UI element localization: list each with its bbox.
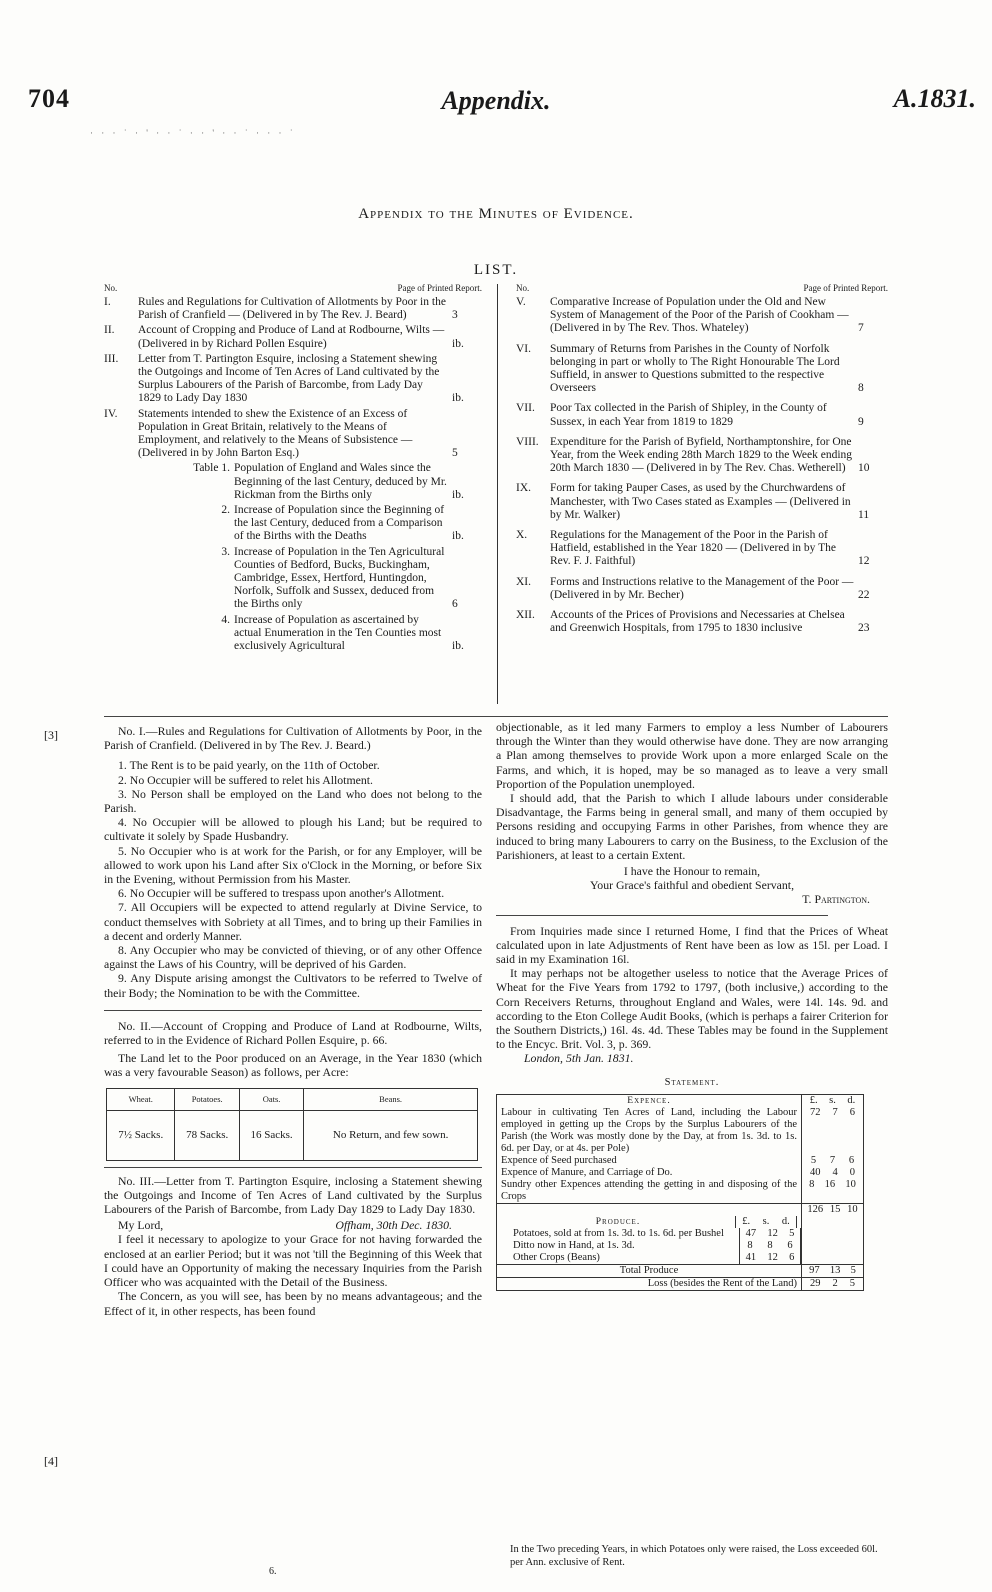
rule-item: 4. No Occupier will be allowed to plough his Land; but be required to cultivate it solely by Spade Husbandry.	[104, 815, 482, 844]
col-no-label: No.	[104, 283, 118, 293]
crop-potatoes-value: 78 Sacks.	[175, 1110, 239, 1160]
pounds-label: £.	[809, 1094, 818, 1106]
appendix-title: Appendix to the Minutes of Evidence.	[358, 206, 634, 222]
expence-description: Labour in cultivating Ten Acres of Land, including the Labour employed in getting up the Crops by the Surplus Labourers of the Parish (the Work was mostly done by the Day, at from 1s. 3d. to 1s. 6d. per Day, or at 4s. per Pole)	[501, 1106, 797, 1154]
list-item-text: Statements intended to shew the Existence of an Excess of Population in Great Britain, relatively to the Means of Employment, and relatively to the Means of Subsistence — (Delivered in by John Barton Esq.)	[138, 407, 413, 460]
list-item-page: 11	[858, 508, 870, 521]
salutation: My Lord,	[118, 1218, 164, 1233]
pence-label: d.	[847, 1094, 856, 1106]
crop-col-beans: Beans.	[304, 1088, 478, 1110]
list-item	[516, 296, 888, 336]
list-item-text: Summary of Returns from Parishes in the County of Norfolk belonging in part or wholly to The Right Honourable The Lord Suffield, in answer to Questions submitted to the respective Overseers	[550, 342, 840, 395]
list-item	[516, 402, 888, 428]
produce-amount	[739, 1240, 801, 1252]
list-item-text: Letter from T. Partington Esquire, inclosing a Statement shewing the Outgoings and Income of Ten Acres of Land cultivated by the Surplus Labourers of the Parish of Barcombe, from Lady Day 1829 to Lady Day 1830	[138, 352, 440, 405]
statement-header-row	[497, 1095, 863, 1107]
sub-table-page: ib.	[452, 530, 464, 543]
list-item-page: 10	[858, 462, 870, 475]
list-item-page: 8	[858, 382, 864, 395]
col-page-label: Page of Printed Report.	[803, 283, 888, 293]
dateline: London, 5th Jan. 1831.	[524, 1051, 634, 1066]
postscript-paragraph: From Inquiries made since I returned Home, I find that the Prices of Wheat calculated upon in late Adjustments of Rent have been as low as 15l. per Load. I said in my Examination 16l.	[496, 923, 888, 967]
pence-value: 5	[789, 1227, 795, 1239]
list-item-text: Forms and Instructions relative to the Management of the Poor — (Delivered in by Mr. Becher)	[550, 575, 854, 601]
total-produce-label: Total Produce	[619, 1264, 679, 1276]
list-left-items	[104, 296, 482, 460]
loss-row	[497, 1277, 863, 1290]
shillings-value: 7	[829, 1154, 836, 1166]
list-item	[104, 353, 482, 406]
blank-cell	[801, 1240, 863, 1252]
produce-line	[497, 1228, 801, 1240]
section1-heading: No. I.—Rules and Regulations for Cultivation of Allotments by Poor, in the Parish of Cranfield. (Delivered in by The Rev. J. Beard.)	[104, 724, 482, 753]
blank-cell	[497, 1204, 801, 1216]
page-number: 704	[28, 84, 70, 113]
list-item-text: Form for taking Pauper Cases, as used by the Churchwardens of Manchester, with Two Cases stated as Examples — (Delivered in by Mr. Walker)	[550, 482, 851, 521]
section2-heading: No. II.—Account of Cropping and Produce of Land at Rodbourne, Wilts, referred to in the Evidence of Richard Pollen Esquire, p. 66.	[104, 1018, 482, 1048]
shillings-value: 12	[767, 1227, 778, 1239]
rule-item: 1. The Rent is to be paid yearly, on the 11th of October.	[118, 758, 380, 773]
pence-value: 6	[849, 1106, 855, 1118]
sub-table-text: Population of England and Wales since the Beginning of the last Century, deduced by Mr. Rickman from the Births only	[234, 462, 447, 501]
pence-value: 0	[849, 1166, 855, 1178]
list-item-number: I.	[104, 296, 111, 308]
list-item-text: Comparative Increase of Population under the Old and New System of Management of the Poor of the Parish of Cookham — (Delivered in by The Rev. Thos. Whateley)	[550, 296, 849, 335]
column-divider	[497, 284, 498, 704]
sub-table-text: Increase of Population as ascertained by actual Enumeration in the Ten Counties most exclusively Agricultural	[234, 613, 442, 653]
crop-col-wheat: Wheat.	[107, 1088, 175, 1110]
expence-amount	[801, 1107, 863, 1155]
pounds-value: 29	[810, 1277, 821, 1289]
list-item	[104, 408, 482, 461]
list-item-text: Accounts of the Prices of Provisions and Necessaries at Chelsea and Greenwich Hospitals, from 1795 to 1830 inclusive	[550, 609, 845, 635]
crop-col-oats: Oats.	[239, 1088, 303, 1110]
produce-rows	[497, 1228, 863, 1264]
list-item-number: XII.	[516, 609, 535, 622]
produce-amount	[739, 1228, 801, 1240]
sub-table-number: 2.	[221, 504, 230, 517]
crop-oats-value: 16 Sacks.	[239, 1110, 303, 1160]
expence-row	[497, 1155, 863, 1167]
produce-amount	[739, 1252, 801, 1264]
list-item-number: II.	[104, 324, 115, 337]
produce-currency-heading	[735, 1216, 797, 1228]
statement-title: Statement.	[664, 1076, 720, 1088]
body-left-column	[104, 724, 482, 1318]
pence-value: 6	[789, 1251, 795, 1263]
letter-paragraph: I should add, that the Parish to which I allude labours under considerable Disadvantage, the Farms being in general small, and many of them occupied by Persons residing and occupying Farms in other Parishes, from whence they are induced to bring many Labourers to carry on the Business, to the Exclusion of the Parishioners, at least to a certain Extent.	[496, 791, 888, 862]
signature: T. Partington.	[802, 892, 870, 907]
postscript-paragraph: It may perhaps not be altogether useless to notice that the Average Prices of Wheat for the Five Years from 1792 to 1797, (both inclusive,) according to the Corn Receivers Returns, throughout England and Wales, were 14l. 14s. 9d. and according to the Eton College Audit Books, (which is perhaps a fairer Criterion for the Southern Districts,) 16l. 4s. 4d. These Tables may be found in the Supplement to the Encyc. Brit. Vol. 3, p. 369.	[496, 966, 888, 1052]
letter-paragraph: The Concern, as you will see, has been by no means advantageous; and the Effect of it, in other respects, has been found	[104, 1289, 482, 1318]
expence-amount	[801, 1167, 863, 1179]
list-item-text: Account of Cropping and Produce of Land at Rodbourne, Wilts — (Delivered in by Richard Pollen Esquire)	[138, 324, 445, 350]
list-item-number: X.	[516, 529, 528, 542]
pounds-value: 8	[809, 1178, 815, 1190]
place-date: Offham, 30th Dec. 1830.	[335, 1218, 452, 1233]
col-no-label: No.	[516, 283, 530, 293]
list-item	[516, 482, 888, 522]
blank-cell	[801, 1252, 863, 1264]
print-noise: · · · ˙ · ' · · ˙ · · ' · · ˙ · · · ˙	[90, 128, 296, 138]
statement-footnote: In the Two preceding Years, in which Potatoes only were raised, the Loss exceeded 60l. per Ann. exclusive of Rent.	[510, 1544, 878, 1568]
list-item-page: 9	[858, 415, 864, 428]
pence-value: 10	[845, 1178, 856, 1190]
rule-item: 2. No Occupier will be suffered to relet his Allotment.	[118, 772, 373, 787]
expence-heading: Expence.	[627, 1095, 671, 1106]
expence-amount	[801, 1179, 863, 1203]
rule-item: 6. No Occupier will be suffered to trespass upon another's Allotment.	[118, 886, 445, 901]
produce-description: Other Crops (Beans)	[513, 1251, 600, 1263]
list-item-number: XI.	[516, 575, 532, 588]
produce-line	[497, 1240, 801, 1252]
pence-value: 10	[847, 1203, 858, 1215]
shillings-value: 12	[767, 1251, 778, 1263]
shillings-label: s.	[829, 1094, 836, 1106]
loss-label: Loss (besides the Rent of the Land)	[647, 1277, 797, 1289]
letter-paragraph: objectionable, as it led many Farmers to employ a less Number of Labourers through the Winter than they would otherwise have done. They are now arranging a Plan among themselves to provide Work upon a more enlarged Scale on the Farms, and which, it is hoped, may be so managed as to leave a very small Proportion of the Population unemployed.	[496, 720, 888, 791]
sub-table-item	[138, 504, 482, 544]
expence-row	[497, 1167, 863, 1179]
expence-rows	[497, 1107, 863, 1203]
total-produce-value	[801, 1265, 863, 1277]
section-rule	[496, 915, 828, 916]
sub-table-number: 3.	[221, 545, 230, 558]
list-item-text: Regulations for the Management of the Poor in the Parish of Hatfield, established in the Year 1820 — (Delivered in by The Rev. F. J. Faithful)	[550, 529, 836, 568]
crop-table	[106, 1088, 478, 1161]
expence-description: Sundry other Expences attending the getting in and disposing of the Crops	[501, 1178, 797, 1202]
list-item-number: VI.	[516, 342, 532, 355]
pounds-value: 8	[747, 1239, 753, 1251]
section-rule	[104, 1167, 482, 1168]
loss-value	[801, 1278, 863, 1290]
letter-header	[104, 1218, 482, 1232]
list-left-column	[104, 284, 482, 655]
list-item-number: IV.	[104, 407, 118, 420]
shillings-value: 15	[829, 1203, 841, 1215]
rule-item: 3. No Person shall be employed on the Land who does not belong to the Parish.	[104, 786, 482, 816]
produce-description: Ditto now in Hand, at 1s. 3d.	[513, 1239, 635, 1251]
list-item-text: Poor Tax collected in the Parish of Shipley, in the County of Sussex, in each Year from 1819 to 1829	[550, 402, 827, 428]
pounds-value: 5	[810, 1154, 817, 1166]
section2-intro: The Land let to the Poor produced on an Average, in the Year 1830 (which was a very favourable Season) as follows, per Acre:	[104, 1051, 482, 1080]
produce-header-row	[497, 1216, 863, 1228]
pence-label: d.	[781, 1215, 790, 1227]
list-right-header	[516, 284, 888, 293]
sub-table-item	[138, 546, 482, 612]
section-divider	[104, 716, 888, 717]
expence-description: Expence of Manure, and Carriage of Do.	[501, 1166, 673, 1178]
pounds-value: 47	[745, 1227, 757, 1239]
closing-line: I have the Honour to remain,	[623, 864, 761, 879]
sub-table-item	[138, 614, 482, 654]
shillings-value: 16	[824, 1178, 836, 1190]
list-item	[516, 576, 888, 602]
list-right-column	[516, 284, 888, 642]
shillings-value: 2	[832, 1277, 838, 1289]
list-right-items	[516, 296, 888, 635]
shillings-value: 13	[829, 1264, 841, 1276]
list-item-page: 3	[452, 309, 458, 322]
expence-total-row	[497, 1203, 863, 1216]
list-item	[104, 296, 482, 322]
pence-value: 6	[787, 1239, 793, 1251]
expence-row	[497, 1179, 863, 1203]
col-page-label: Page of Printed Report.	[397, 283, 482, 293]
list-item	[516, 609, 888, 635]
sub-table-page: ib.	[452, 488, 464, 501]
rule-item: 8. Any Occupier who may be convicted of thieving, or of any other Offence against the Laws of his Country, will be deprived of his Garden.	[104, 943, 482, 972]
list-item-number: VIII.	[516, 435, 539, 448]
pence-value: 5	[850, 1264, 856, 1276]
sub-table-page: ib.	[452, 640, 464, 653]
list-item-number: VII.	[516, 402, 535, 415]
list-item-number: IX.	[516, 482, 532, 495]
margin-reference: [3]	[44, 728, 58, 742]
list-item	[516, 436, 888, 476]
crop-table-row	[107, 1110, 478, 1160]
produce-header	[497, 1216, 801, 1228]
list-item-text: Expenditure for the Parish of Byfield, Northamptonshire, for One Year, from the Week ending 28th March 1829 to the Week ending 20th March 1830 — (Delivered in by The Rev. Chas. Wetherell)	[550, 435, 853, 475]
produce-row	[497, 1240, 863, 1252]
list-item-page: 22	[858, 588, 870, 601]
crop-wheat-value: 7½ Sacks.	[107, 1110, 175, 1160]
sub-table-number: Table 1.	[193, 462, 230, 475]
shillings-value: 4	[832, 1166, 838, 1178]
list-item-page: ib.	[452, 392, 464, 405]
running-title: Appendix.	[441, 86, 551, 115]
sub-table-page: 6	[452, 598, 458, 611]
produce-heading: Produce.	[595, 1216, 641, 1227]
list-item	[516, 343, 888, 396]
list-item-number: III.	[104, 352, 119, 365]
rule-item: 9. Any Dispute arising amongst the Cultivators to be referred to Twelve of their Body; the Nomination to be with the Committee.	[104, 971, 482, 1000]
list-item-page: 23	[858, 622, 870, 635]
produce-line	[497, 1252, 801, 1264]
section-rule	[104, 1010, 482, 1011]
list-item-page: ib.	[452, 337, 464, 350]
section3-heading: No. III.—Letter from T. Partington Esquire, inclosing a Statement shewing the Outgoings and Income of Ten Acres of Land cultivated by the Surplus Labourers of the Parish of Barcombe, from Lady Day 1829 to Lady Day 1830.	[104, 1173, 482, 1217]
year-heading: A.1831.	[893, 84, 976, 113]
shillings-value: 8	[767, 1239, 773, 1251]
list-left-header	[104, 284, 482, 293]
sub-table-text: Increase of Population in the Ten Agricultural Counties of Bedford, Bucks, Buckingham, Cambridge, Essex, Hertford, Huntingdon, Norfolk, Suffolk and Sussex, deduced from the Births only	[234, 545, 445, 611]
pounds-value: 97	[809, 1264, 820, 1276]
list-item-page: 7	[858, 322, 864, 335]
expence-description: Expence of Seed purchased	[501, 1154, 617, 1166]
expence-total	[801, 1204, 863, 1216]
list-item-page: 5	[452, 447, 458, 460]
rule-item: 7. All Occupiers will be expected to attend regularly at Divine Service, to conduct themselves with Sobriety at all Times, and to bring up their Families in a decent and orderly Manner.	[104, 900, 482, 943]
pounds-value: 126	[807, 1203, 824, 1215]
sub-table-number: 4.	[221, 613, 230, 626]
pounds-value: 40	[810, 1166, 821, 1178]
list-item	[104, 324, 482, 350]
expence-amount	[801, 1155, 863, 1167]
currency-heading	[801, 1095, 863, 1107]
margin-reference: [4]	[44, 1454, 58, 1468]
pounds-value: 72	[810, 1106, 821, 1118]
crop-col-potatoes: Potatoes.	[175, 1088, 239, 1110]
statement-table	[496, 1094, 864, 1291]
list-item-text: Rules and Regulations for Cultivation of Allotments by Poor in the Parish of Cranfield — (Delivered in by The Rev. J. Beard)	[138, 296, 446, 322]
sub-table-text: Increase of Population since the Beginning of the last Century, deduced from a Comparison of the Births with the Deaths	[234, 504, 445, 543]
list-title: LIST.	[473, 262, 519, 278]
list-item-number: V.	[516, 296, 526, 308]
pounds-value: 41	[745, 1251, 757, 1263]
rules-list	[104, 758, 482, 999]
body-right-column	[496, 720, 888, 1291]
produce-description: Potatoes, sold at from 1s. 3d. to 1s. 6d. per Bushel	[513, 1227, 724, 1239]
list-item-page: 12	[858, 555, 870, 568]
expence-row	[497, 1107, 863, 1155]
crop-table-header	[107, 1088, 478, 1110]
produce-row	[497, 1252, 863, 1264]
total-produce-row	[497, 1264, 863, 1277]
pence-value: 6	[848, 1154, 855, 1166]
shillings-value: 7	[832, 1106, 838, 1118]
list-sub-tables	[138, 462, 482, 653]
closing-line: Your Grace's faithful and obedient Servant,	[589, 878, 795, 893]
letter-paragraph: I feel it necessary to apologize to your Grace for not having forwarded the enclosed at an earlier Period; but it was not 'till the Beginning of this Week that I could have an Opportunity of making the necessary Inquiries from the Parish Officer who was acquainted with the Detail of the Business.	[104, 1232, 482, 1290]
produce-row	[497, 1228, 863, 1240]
blank-cell	[801, 1228, 863, 1240]
blank-cell	[801, 1216, 863, 1228]
sub-table-item	[138, 462, 482, 502]
signature-mark: 6.	[269, 1566, 277, 1577]
shillings-label: s.	[762, 1215, 770, 1227]
rule-item: 5. No Occupier who is at work for the Parish, or for any Employer, will be allowed to work upon his Land after Six o'Clock in the Morning, or before Six in the Evening, without Permission from his Master.	[104, 843, 482, 887]
list-item	[516, 529, 888, 569]
pence-value: 5	[849, 1277, 855, 1289]
pounds-label: £.	[742, 1215, 751, 1227]
crop-beans-value: No Return, and few sown.	[304, 1110, 478, 1160]
